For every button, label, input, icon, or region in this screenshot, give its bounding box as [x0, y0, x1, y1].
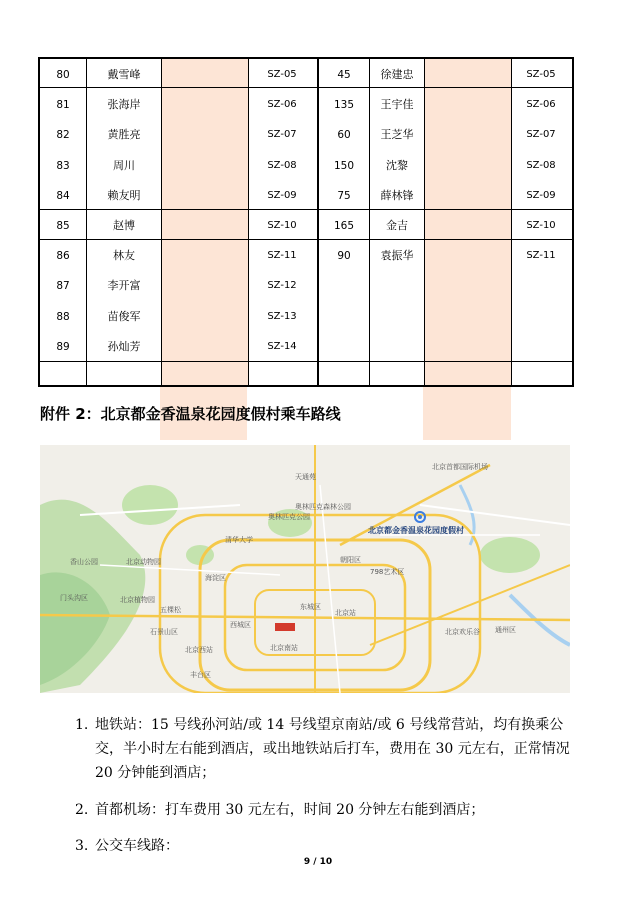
table-cell-name: 徐建忠: [380, 68, 414, 81]
table-cell-num: 135: [333, 99, 355, 112]
map-place-label: 东城区: [300, 603, 321, 611]
map-place-label: 清华大学: [225, 536, 253, 544]
table-cell-name: 黄胜亮: [107, 128, 141, 142]
route-map: [40, 445, 570, 693]
table-left: [38, 57, 319, 387]
table-cell-name: 赵博: [113, 219, 135, 232]
hotel-label: 北京都金香温泉花园度假村: [368, 526, 464, 535]
table-left-peach: [162, 59, 248, 385]
table-cell-name: 袁振华: [380, 249, 414, 263]
table-cell-code: SZ-11: [267, 250, 297, 262]
page-number: 9 / 10: [303, 857, 333, 867]
map-place-label: 海淀区: [205, 574, 226, 582]
map-place-label: 五棵松: [160, 606, 181, 614]
table-cell-code: SZ-08: [526, 159, 556, 171]
instruction-1-number: 1.: [75, 717, 89, 733]
table-cell-code: SZ-07: [526, 129, 556, 141]
table-cell-num: 85: [56, 220, 70, 232]
map-place-label: 奥林匹克森林公园: [295, 503, 351, 511]
instruction-3-number: 3.: [75, 838, 89, 854]
table-cell-code: SZ-08: [267, 159, 297, 171]
map-place-label: 丰台区: [190, 671, 211, 679]
table-cell-num: 80: [56, 69, 70, 81]
table-cell-code: SZ-13: [267, 310, 297, 322]
table-cell-name: 王芝华: [380, 128, 414, 142]
table-cell-code: SZ-10: [526, 220, 556, 231]
table-cell-num: 150: [333, 159, 355, 172]
table-cell-name: 张海岸: [107, 98, 141, 112]
map-place-label: 石景山区: [150, 628, 178, 636]
map-graphic: [40, 445, 570, 693]
table-cell-num: 87: [56, 280, 70, 293]
table-cell-code: SZ-05: [526, 69, 556, 80]
table-cell-code: SZ-09: [526, 189, 556, 201]
table-cell-code: SZ-09: [267, 189, 297, 201]
table-cell-code: SZ-12: [267, 280, 297, 292]
table-cell-num: 86: [56, 250, 70, 263]
map-place-label: 门头沟区: [60, 594, 88, 602]
map-place-label: 西城区: [230, 621, 251, 629]
map-place-label: 798艺术区: [370, 568, 405, 576]
table-cell-num: 45: [337, 69, 351, 81]
table-cell-num: 83: [56, 159, 70, 172]
table-right: [317, 57, 574, 387]
table-cell-code: SZ-10: [267, 220, 297, 231]
table-cell-code: SZ-06: [526, 99, 556, 111]
table-cell-name: 周川: [113, 158, 135, 172]
table-cell-name: 苗俊军: [107, 309, 141, 323]
map-place-label: 北京站: [335, 609, 356, 617]
table-cell-num: 75: [337, 189, 351, 202]
table-right-peach: [424, 59, 511, 385]
map-place-label: 天通苑: [295, 473, 316, 481]
table-cell-code: SZ-11: [526, 250, 556, 262]
table-cell-code: SZ-05: [267, 69, 297, 80]
table-cell-num: 165: [333, 220, 355, 232]
map-place-label: 北京南站: [270, 644, 298, 652]
table-cell-num: 88: [56, 310, 70, 323]
instruction-2-text: 首都机场：打车费用 30 元左右，时间 20 分钟左右能到酒店；: [95, 802, 485, 818]
table-cell-name: 沈黎: [386, 158, 408, 172]
table-cell-name: 戴雪峰: [107, 68, 141, 81]
table-cell-name: 李开富: [107, 279, 141, 293]
table-cell-name: 赖友明: [107, 188, 141, 202]
instruction-1-text: 地铁站：15 号线孙河站/或 14 号线望京南站/或 6 号线常营站，均有换乘公交，半小时左右能到酒店，或出地铁站后打车，费用在 30 元左右，正常情况 20 分钟能到酒店；: [95, 717, 570, 781]
table-cell-num: 60: [337, 129, 351, 142]
map-place-label: 北京动物园: [126, 558, 161, 566]
table-cell-num: 82: [56, 129, 70, 142]
map-place-label: 朝阳区: [340, 556, 361, 564]
table-cell-num: 84: [56, 189, 70, 202]
instruction-3-text: 公交车线路：: [95, 838, 179, 854]
table-cell-name: 孙灿芳: [107, 339, 141, 353]
map-place-label: 通州区: [495, 626, 516, 634]
table-cell-num: 89: [56, 340, 70, 353]
table-cell-name: 王宇佳: [380, 98, 414, 112]
map-place-label: 北京植物园: [120, 596, 155, 604]
table-cell-name: 薛林锋: [380, 188, 414, 202]
map-place-label: 香山公园: [70, 558, 98, 566]
table-cell-name: 金吉: [386, 219, 408, 232]
instruction-2-number: 2.: [75, 802, 89, 818]
table-cell-num: 90: [337, 250, 351, 263]
map-place-label: 北京西站: [185, 646, 213, 654]
table-cell-code: SZ-06: [267, 99, 297, 111]
section-heading: 附件 2：北京都金香温泉花园度假村乘车路线: [40, 405, 341, 423]
table-cell-num: 81: [56, 99, 70, 112]
map-place-label: 北京欢乐谷: [445, 628, 480, 636]
map-place-label: 北京首都国际机场: [432, 463, 488, 471]
map-place-label: 奥林匹克公园: [268, 513, 310, 521]
table-cell-name: 林友: [113, 249, 135, 263]
table-cell-code: SZ-14: [267, 340, 297, 352]
table-cell-code: SZ-07: [267, 129, 297, 141]
